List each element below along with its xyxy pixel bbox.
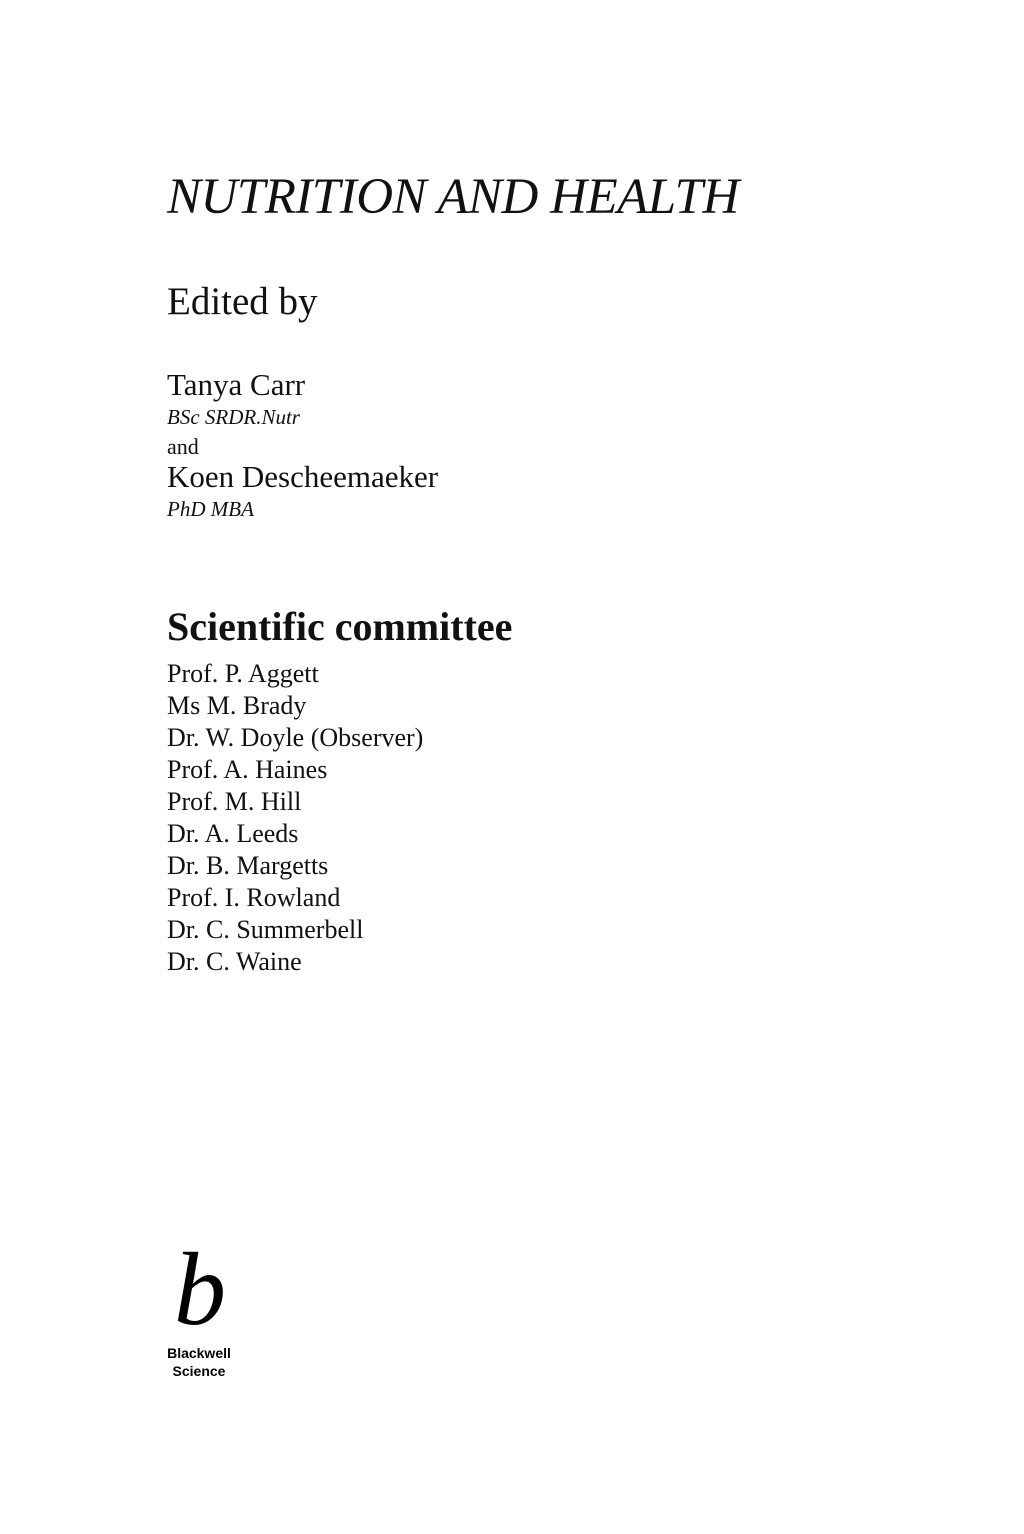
committee-member: Prof. A. Haines xyxy=(167,755,328,784)
publisher-name-line-1: Blackwell xyxy=(167,1345,231,1361)
committee-member: Dr. W. Doyle (Observer) xyxy=(167,723,424,752)
editor-conjunction: and xyxy=(167,434,199,459)
committee-member: Dr. C. Summerbell xyxy=(167,915,364,944)
editor-credentials-2: PhD MBA xyxy=(167,497,254,521)
book-title: NUTRITION AND HEALTH xyxy=(167,169,739,225)
committee-member: Ms M. Brady xyxy=(167,691,307,720)
committee-heading: Scientific committee xyxy=(167,604,513,649)
publisher-logo-letter: b xyxy=(174,1232,226,1347)
committee-member: Dr. A. Leeds xyxy=(167,819,299,848)
committee-member-list xyxy=(167,658,423,978)
committee-member: Prof. M. Hill xyxy=(167,787,302,816)
publisher-name-line-2: Science xyxy=(172,1363,226,1379)
committee-member: Dr. B. Margetts xyxy=(167,851,329,880)
committee-member: Dr. C. Waine xyxy=(167,947,302,976)
publisher-logo xyxy=(160,1232,242,1388)
publisher-name xyxy=(160,1344,238,1380)
committee-member: Prof. P. Aggett xyxy=(167,659,319,688)
editor-name-1: Tanya Carr xyxy=(167,367,306,402)
edited-by-heading: Edited by xyxy=(167,280,318,323)
editor-credentials-1: BSc SRDR.Nutr xyxy=(167,405,300,429)
editor-name-2: Koen Descheemaeker xyxy=(167,459,439,494)
committee-member: Prof. I. Rowland xyxy=(167,883,341,912)
